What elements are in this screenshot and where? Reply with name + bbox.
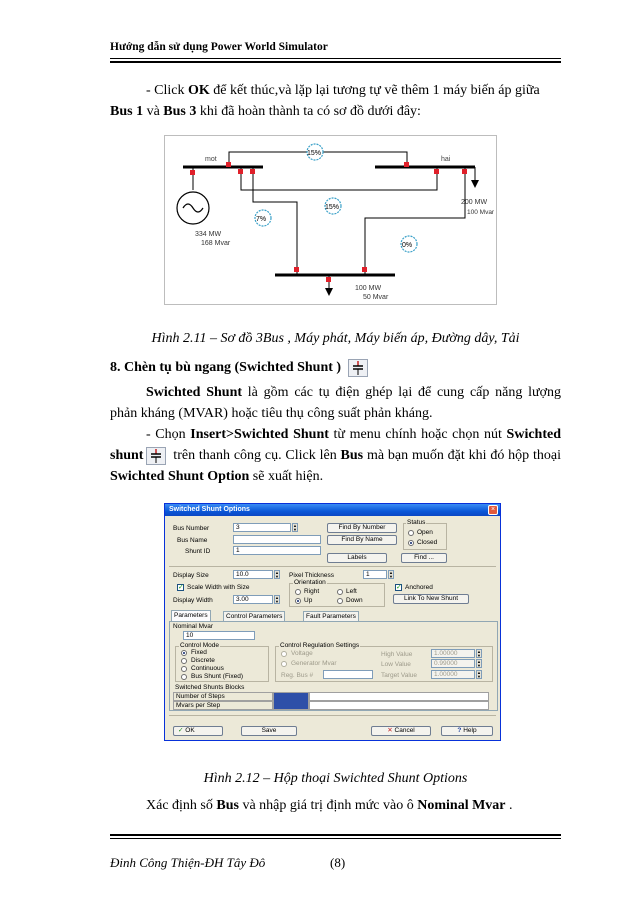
low-value-label: Low Value [381,661,411,668]
blocks-grid-cell[interactable] [309,692,489,701]
switched-shunt-toolbar-icon [146,447,166,465]
find-by-number-button[interactable]: Find By Number [327,523,397,533]
dialog-title-bar [165,504,500,516]
display-width-input[interactable]: 3.00 [233,595,273,604]
mode-discrete-radio[interactable] [181,658,187,664]
orientation-label: Orientation [294,579,326,586]
header-rule-thick [110,61,561,63]
orient-down-label: Down [346,597,363,604]
close-icon[interactable]: × [488,505,498,515]
cancel-button[interactable]: ✕ Cancel [371,726,431,736]
scale-width-checkbox[interactable] [177,584,184,591]
switched-shunt-toolbar-icon [348,359,368,377]
paragraph-3: - Chọn Insert>Swichted Shunt từ menu chính hoặc chọn nút Swichted shunt trên thanh công cụ. Click lên Bus mà bạn muốn đặt khi đó hộp thoại Swichted Shunt Option sẽ xuất hiện. [110,427,561,484]
nominal-mvar-label: Nominal Mvar [173,623,214,630]
load-hai-mw: 200 MW [461,199,488,206]
find-by-name-button[interactable]: Find By Name [327,535,397,545]
mode-bus-shunt-radio[interactable] [181,674,187,680]
shunt-id-input[interactable]: 1 [233,546,321,555]
tab-fault-parameters[interactable]: Fault Parameters [303,611,359,621]
orient-right-radio[interactable] [295,589,301,595]
display-width-label: Display Width [173,597,213,604]
footer-author: Đinh Công Thiện-ĐH Tây Đô [110,855,266,870]
ok-button[interactable]: ✓ OK [173,726,223,736]
save-button[interactable]: Save [241,726,297,736]
load-arrow-icon [471,180,479,188]
one-line-diagram [164,135,497,305]
breaker [362,267,367,272]
mode-bus-shunt-label: Bus Shunt (Fixed) [191,673,244,680]
bus-mot-label: mot [205,156,217,163]
orient-right-label: Right [304,588,320,595]
bus-hai-label: hai [441,156,451,163]
find-button[interactable]: Find ... [401,553,447,563]
gen-mw: 334 MW [195,231,222,238]
anchored-checkbox[interactable] [395,584,402,591]
bus-name-input[interactable] [233,535,321,544]
load-arrow-icon [325,288,333,296]
orient-left-radio[interactable] [337,589,343,595]
section-8-heading: 8. Chèn tụ bù ngang (Swichted Shunt ) [110,357,561,378]
high-value-label: High Value [381,651,413,658]
breaker [434,169,439,174]
breaker [294,267,299,272]
breaker [462,169,467,174]
one-line-diagram-svg [165,136,496,304]
flow-pie-top [307,144,323,160]
shunt-id-label: Shunt ID [185,548,211,555]
target-value-spinner[interactable]: ▲ ▼ [477,670,481,679]
bus-number-input[interactable]: 3 [233,523,291,532]
row-mvars-per-step: Mvars per Step [173,701,273,710]
breaker [238,169,243,174]
display-size-spinner[interactable]: ▲ ▼ [275,570,279,579]
orient-up-radio[interactable] [295,598,301,604]
low-value-spinner[interactable]: ▲ ▼ [477,659,481,668]
help-button[interactable]: ? Help [441,726,493,736]
bus-number-spinner[interactable]: ▲ ▼ [293,523,297,532]
paragraph-4: Xác định số Bus và nhập giá trị định mức vào ô Nominal Mvar . [146,798,513,813]
breaker [190,170,195,175]
footer-rule-thick [110,834,561,836]
paragraph-1: - Click OK để kết thúc,và lặp lại tương tự vẽ thêm 1 máy biến áp giữa Bus 1 và Bus 3 khi đã hoàn thành ta có sơ đồ dưới đây: [110,83,540,119]
orient-down-radio[interactable] [337,598,343,604]
high-value-spinner[interactable]: ▲ ▼ [477,649,481,658]
crs-generator-label: Generator Mvar [291,660,337,667]
line-mot-hai-2 [241,167,437,190]
breaker [404,162,409,167]
svg-text:15%: 15% [307,150,322,157]
display-width-spinner[interactable]: ▲ ▼ [275,595,279,604]
line-hai-bottom [365,167,465,275]
figure-caption-2-12: Hình 2.12 – Hộp thoại Swichted Shunt Options [203,771,468,786]
mode-continuous-label: Continuous [191,665,224,672]
blocks-label: Switched Shunts Blocks [175,684,245,691]
cancel-x-icon: ✕ [387,727,393,734]
flow-pie-right [401,236,417,252]
footer-rule-thin [110,838,561,839]
crs-voltage-radio[interactable] [281,651,287,657]
status-closed-label: Closed [417,539,438,546]
check-icon: ✓ [178,727,184,734]
display-size-input[interactable]: 10.0 [233,570,273,579]
dialog-title: Switched Shunt Options [169,506,250,513]
control-regulation-label: Control Regulation Settings [280,642,360,649]
svg-text:7%: 7% [256,216,267,223]
svg-text:0%: 0% [402,242,413,249]
paragraph-2: Swichted Shunt là gồm các tụ điện ghép lại để cung cấp năng lượng phản kháng (MVAR) hoặc tiêu thụ công suất phản kháng. [110,385,561,421]
anchored-label: Anchored [405,584,433,591]
display-size-label: Display Size [173,572,209,579]
orient-left-label: Left [346,588,357,595]
gen-mvar: 168 Mvar [201,240,231,247]
page-header: Hướng dẫn sử dụng Power World Simulator [110,41,328,53]
pixel-thickness-spinner[interactable]: ▲ ▼ [389,570,393,579]
separator [169,715,496,716]
blocks-grid-cell[interactable] [309,701,489,710]
breaker [250,169,255,174]
high-value-input[interactable]: 1.00000 [431,649,475,658]
status-closed-radio[interactable] [408,540,414,546]
crs-generator-radio[interactable] [281,661,287,667]
mode-fixed-label: Fixed [191,649,207,656]
crs-voltage-label: Voltage [291,650,313,657]
tab-parameters[interactable]: Parameters [171,610,211,621]
target-value-label: Target Value [381,672,418,679]
pixel-thickness-input[interactable]: 1 [363,570,387,579]
mode-continuous-radio[interactable] [181,666,187,672]
control-mode-label: Control Mode [180,642,220,649]
labels-button[interactable]: Labels [327,553,387,563]
crs-reg-bus-label: Reg. Bus # [281,672,314,679]
mode-fixed-radio[interactable] [181,650,187,656]
status-label: Status [407,519,426,526]
help-icon: ? [457,727,462,734]
pixel-thickness-label: Pixel Thickness [289,572,335,579]
separator [169,566,496,567]
reg-bus-input[interactable] [323,670,373,679]
figure-caption-2-11: Hình 2.11 – Sơ đồ 3Bus , Máy phát, Máy biến áp, Đường dây, Tải [151,331,520,346]
nominal-mvar-input[interactable]: 10 [183,631,255,640]
tab-control-parameters[interactable]: Control Parameters [223,611,285,621]
blocks-grid-selected-cell[interactable] [273,692,309,710]
status-open-radio[interactable] [408,530,414,536]
load-bottom-mw: 100 MW [355,285,382,292]
bus-number-label: Bus Number [173,525,210,532]
row-number-of-steps: Number of Steps [173,692,273,701]
low-value-input[interactable]: 0.99000 [431,659,475,668]
scale-width-label: Scale Width with Size [187,584,250,591]
breaker [226,162,231,167]
status-open-label: Open [417,529,433,536]
flow-pie-mid [325,198,341,214]
bus-name-label: Bus Name [177,537,208,544]
flow-pie-left [255,210,271,226]
load-bottom-mvar: 50 Mvar [363,294,389,301]
link-to-new-shunt-button[interactable]: Link To New Shunt [393,594,469,604]
load-hai-mvar: 100 Mvar [467,209,495,216]
svg-text:15%: 15% [325,204,340,211]
footer-page-number: (8) [330,855,346,870]
switched-shunt-options-dialog [164,503,501,741]
target-value-input[interactable]: 1.00000 [431,670,475,679]
orient-up-label: Up [304,597,313,604]
mode-discrete-label: Discrete [191,657,215,664]
breaker [326,277,331,282]
header-rule-thin [110,58,561,59]
